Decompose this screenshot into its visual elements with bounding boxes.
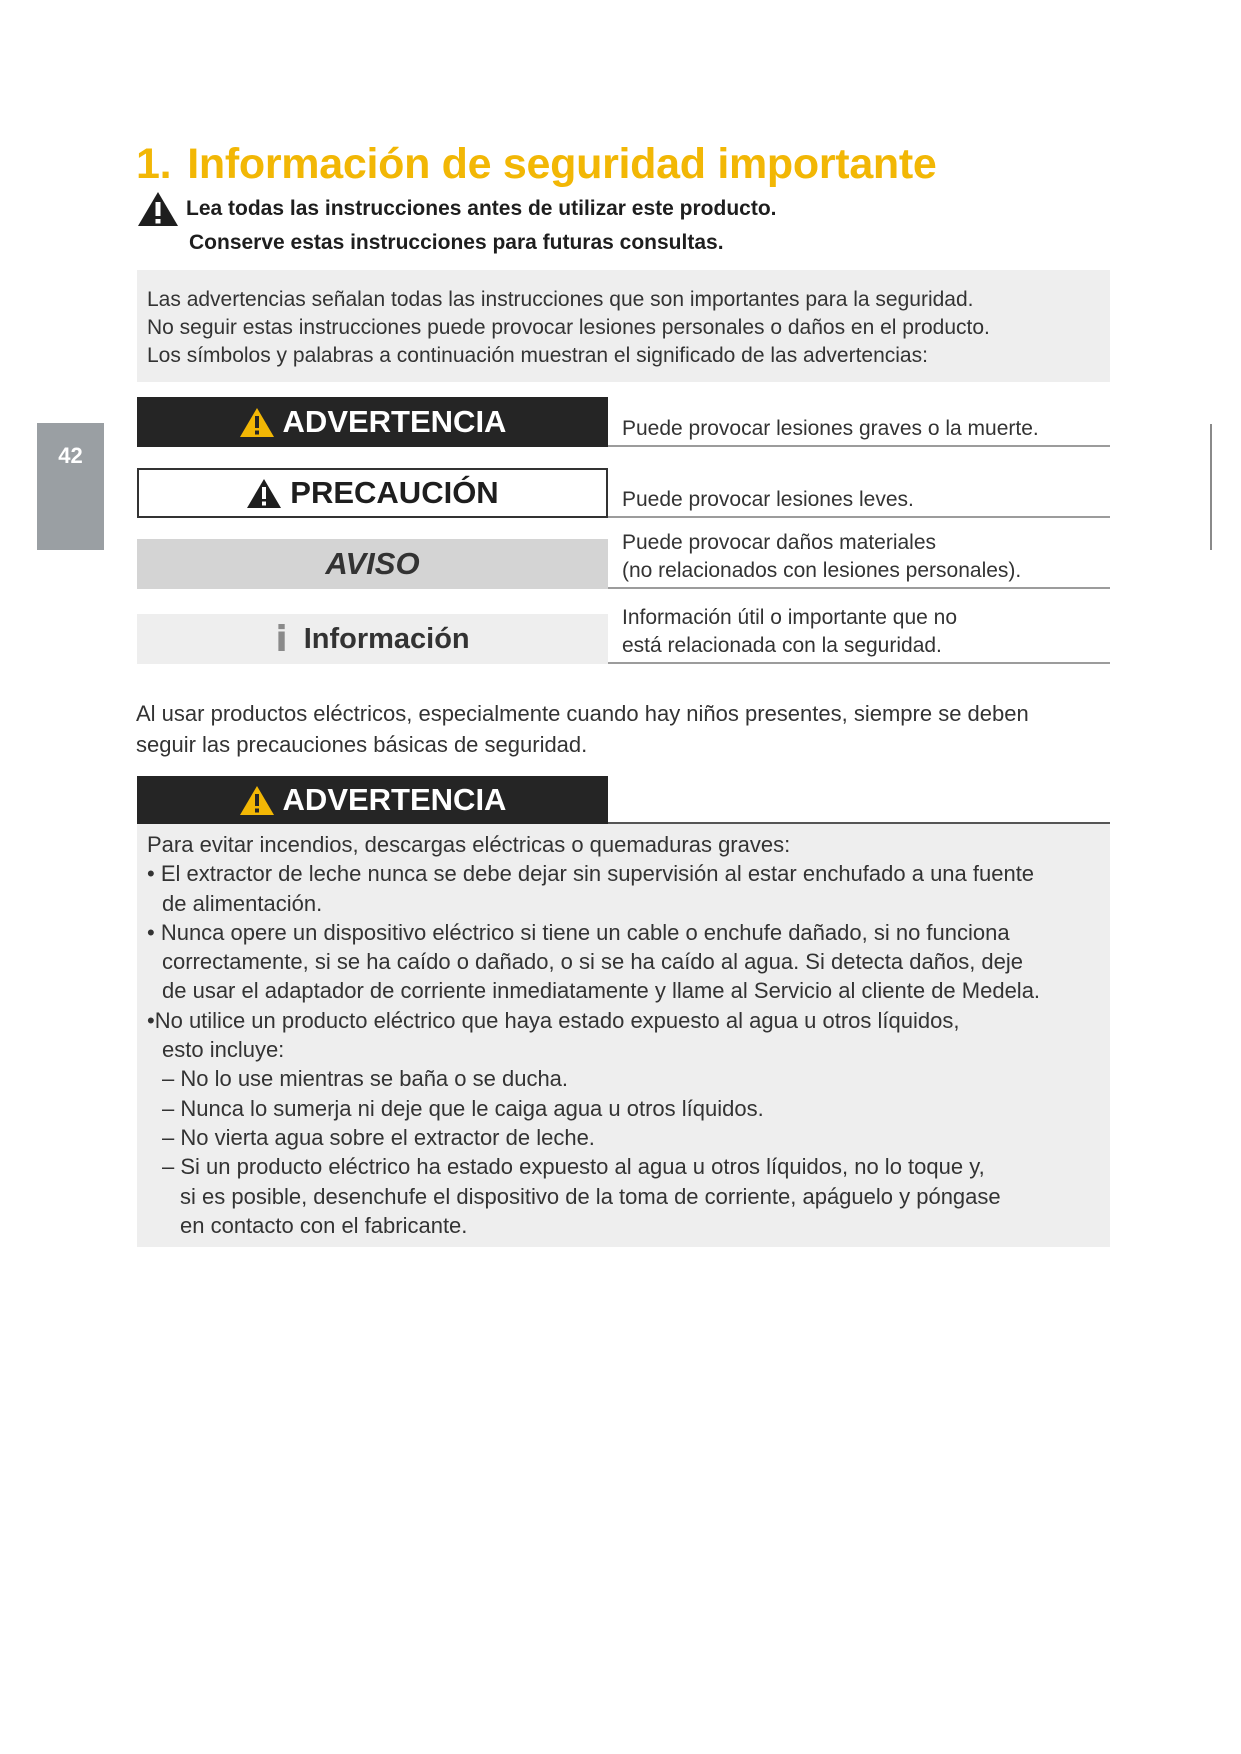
warning-line: si es posible, desenchufe el dispositivo de la toma de corriente, apáguelo y póngase xyxy=(180,1183,1001,1209)
warning-line: – No lo use mientras se baña o se ducha. xyxy=(162,1066,569,1092)
advertencia-label xyxy=(137,397,608,447)
description-line: Puede provocar daños materiales xyxy=(622,531,937,554)
page-number-tab xyxy=(37,423,104,550)
signal-row-precaucion xyxy=(137,468,1110,518)
advertencia-text: ADVERTENCIA xyxy=(282,404,507,439)
description-line: (no relacionados con lesiones personales). xyxy=(622,559,1022,582)
warning-triangle-icon xyxy=(239,785,275,816)
section-title xyxy=(136,140,937,189)
paragraph-line: seguir las precauciones básicas de seguridad. xyxy=(136,732,588,757)
aviso-text: AVISO xyxy=(325,546,420,581)
intro-line: No seguir estas instrucciones puede provocar lesiones personales o daños en el producto. xyxy=(147,316,990,339)
intro-box xyxy=(137,270,1110,382)
informacion-description xyxy=(608,606,1110,664)
section-title-text: Información de seguridad importante xyxy=(187,140,937,188)
warning-line: esto incluye: xyxy=(162,1037,285,1063)
warning-section-header xyxy=(137,776,1110,824)
warning-triangle-icon xyxy=(136,190,180,228)
informacion-text: Información xyxy=(303,622,470,655)
warning-line: correctamente, si se ha caído o dañado, o si se ha caído al agua. Si detecta daños, deje xyxy=(162,949,1024,975)
intro-line: Las advertencias señalan todas las instrucciones que son importantes para la seguridad. xyxy=(147,288,974,311)
warning-line: de alimentación. xyxy=(162,890,323,916)
precaucion-label xyxy=(137,468,608,518)
warning-line: •No utilice un producto eléctrico que haya estado expuesto al agua u otros líquidos, xyxy=(147,1007,960,1033)
advertencia-label xyxy=(137,776,608,824)
page-number: 42 xyxy=(58,443,83,468)
warning-line: – No vierta agua sobre el extractor de leche. xyxy=(162,1124,595,1150)
description-line: está relacionada con la seguridad. xyxy=(622,634,942,657)
warning-line: en contacto con el fabricante. xyxy=(180,1212,468,1238)
aviso-description xyxy=(608,531,1110,589)
read-line-2: Conserve estas instrucciones para futuras consultas. xyxy=(189,231,724,254)
warning-line: • Nunca opere un dispositivo eléctrico si tiene un cable o enchufe dañado, si no funciona xyxy=(147,919,1010,945)
precaucion-text: PRECAUCIÓN xyxy=(290,475,499,510)
read-instructions-note xyxy=(136,190,777,258)
aviso-label xyxy=(137,539,608,589)
description-line: Puede provocar lesiones leves. xyxy=(622,488,914,511)
warning-line: – Si un producto eléctrico ha estado expuesto al agua u otros líquidos, no lo toque y, xyxy=(162,1154,985,1180)
advertencia-description xyxy=(608,397,1110,447)
intro-line: Los símbolos y palabras a continuación muestran el significado de las advertencias: xyxy=(147,344,928,367)
paragraph-line: Al usar productos eléctricos, especialmente cuando hay niños presentes, siempre se deben xyxy=(136,701,1029,726)
warning-line: – Nunca lo sumerja ni deje que le caiga agua u otros líquidos. xyxy=(162,1095,764,1121)
signal-row-informacion xyxy=(137,606,1110,664)
warning-intro: Para evitar incendios, descargas eléctricas o quemaduras graves: xyxy=(147,832,791,857)
read-line-1: Lea todas las instrucciones antes de utilizar este producto. xyxy=(186,197,777,220)
description-line: Puede provocar lesiones graves o la muerte. xyxy=(622,417,1039,440)
warning-line: de usar el adaptador de corriente inmediatamente y llame al Servicio al cliente de Medela. xyxy=(162,978,1041,1004)
basic-precautions-paragraph xyxy=(136,698,1029,760)
signal-row-advertencia xyxy=(137,397,1110,447)
informacion-label xyxy=(137,614,608,664)
precaucion-description xyxy=(608,468,1110,518)
description-line: Información útil o importante que no xyxy=(622,606,958,629)
warning-triangle-icon xyxy=(246,478,282,509)
section-number: 1. xyxy=(136,140,172,188)
warning-triangle-icon xyxy=(239,407,275,438)
warning-line: • El extractor de leche nunca se debe dejar sin supervisión al estar enchufado a una fuente xyxy=(147,861,1035,887)
info-icon: i xyxy=(275,618,288,660)
page-edge-marker xyxy=(1210,424,1212,550)
signal-row-aviso xyxy=(137,531,1110,589)
warning-section-box xyxy=(137,824,1110,1247)
advertencia-text: ADVERTENCIA xyxy=(282,782,507,817)
